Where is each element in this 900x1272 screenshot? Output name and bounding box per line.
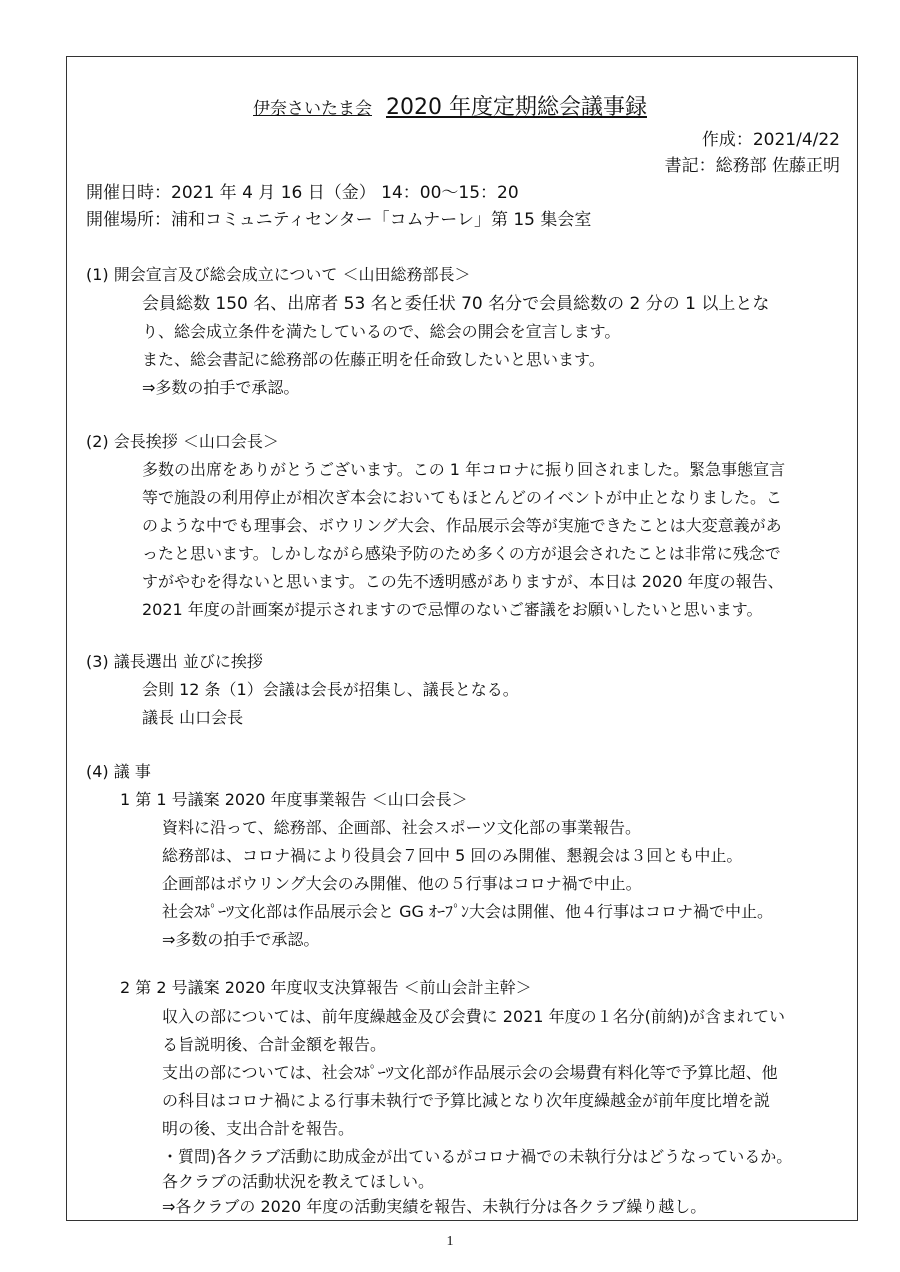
section-3-line: 議長 山口会長 bbox=[142, 708, 244, 727]
title-main: 2020 年度定期総会議事録 bbox=[386, 95, 647, 120]
created-date: 作成：2021/4/22 bbox=[701, 130, 840, 150]
item-1-line: 企画部はボウリング大会のみ開催、他の５行事はコロナ禍で中止。 bbox=[162, 874, 642, 893]
section-2-line: すがやむを得ないと思います。この先不透明感がありますが、本日は 2020 年度の報告、 bbox=[142, 572, 784, 591]
document-title bbox=[0, 90, 900, 121]
item-2-heading: 2 第 2 号議案 2020 年度収支決算報告 ＜前山会計主幹＞ bbox=[120, 978, 532, 997]
page-number: 1 bbox=[446, 1234, 454, 1249]
item-2-line: 収入の部については、前年度繰越金及び会費に 2021 年度の１名分(前納)が含まれてい bbox=[162, 1007, 786, 1026]
item-1-line: 資料に沿って、総務部、企画部、社会スポーツ文化部の事業報告。 bbox=[162, 818, 642, 837]
item-2-line: ・質問)各クラブ活動に助成金が出ているがコロナ禍での未執行分はどうなっているか。 bbox=[162, 1147, 793, 1166]
item-2-line: ⇒各クラブの 2020 年度の活動実績を報告、未執行分は各クラブ繰り越し。 bbox=[162, 1197, 707, 1216]
section-1-line: 会員総数 150 名、出席者 53 名と委任状 70 名分で会員総数の 2 分の 1 以上とな bbox=[142, 294, 770, 314]
section-2-line: 多数の出席をありがとうございます。この 1 年コロナに振り回されました。緊急事態宣言 bbox=[142, 460, 786, 479]
section-1-heading: (1) 開会宣言及び総会成立について ＜山田総務部長＞ bbox=[86, 265, 471, 284]
meeting-place: 開催場所：浦和コミュニティセンター「コムナーレ」第 15 集会室 bbox=[86, 210, 592, 230]
section-4-heading: (4) 議 事 bbox=[86, 762, 151, 781]
section-1-line: り、総会成立条件を満たしているので、総会の開会を宣言します。 bbox=[142, 322, 621, 341]
section-2-line: 等で施設の利用停止が相次ぎ本会においてもほとんどのイベントが中止となりました。こ bbox=[142, 488, 783, 507]
section-2-line: ったと思います。しかしながら感染予防のため多くの方が退会されたことは非常に残念で bbox=[142, 544, 781, 563]
item-2-line: の科目はコロナ禍による行事未執行で予算比減となり次年度繰越金が前年度比増を説 bbox=[162, 1091, 771, 1110]
item-2-line: 各クラブの活動状況を教えてほしい。 bbox=[162, 1172, 435, 1191]
secretary: 書記：総務部 佐藤正明 bbox=[664, 156, 840, 176]
item-2-line: 明の後、支出合計を報告。 bbox=[162, 1119, 355, 1138]
item-1-line: ⇒多数の拍手で承認。 bbox=[162, 930, 320, 949]
section-2-heading: (2) 会長挨拶 ＜山口会長＞ bbox=[86, 432, 279, 451]
section-2-line: 2021 年度の計画案が提示されますので忌憚のないご審議をお願いしたいと思います。 bbox=[142, 600, 763, 619]
title-org: 伊奈さいたま会 bbox=[253, 99, 372, 119]
section-3-heading: (3) 議長選出 並びに挨拶 bbox=[86, 652, 263, 671]
section-1-line: また、総会書記に総務部の佐藤正明を任命致したいと思います。 bbox=[142, 350, 605, 369]
meeting-date: 開催日時：2021 年 4 月 16 日（金） 14：00～15：20 bbox=[86, 183, 519, 203]
item-1-line: 総務部は、コロナ禍により役員会７回中 5 回のみ開催、懇親会は３回とも中止。 bbox=[162, 846, 743, 865]
item-1-line: 社会ｽﾎﾟｰﾂ文化部は作品展示会と GG ｵｰﾌﾟﾝ大会は開催、他４行事はコロナ禍で中止。 bbox=[162, 902, 773, 921]
item-1-heading: 1 第 1 号議案 2020 年度事業報告 ＜山口会長＞ bbox=[120, 790, 468, 809]
section-3-line: 会則 12 条（1）会議は会長が招集し、議長となる。 bbox=[142, 680, 519, 699]
section-1-line: ⇒多数の拍手で承認。 bbox=[142, 378, 300, 397]
item-2-line: る旨説明後、合計金額を報告。 bbox=[162, 1035, 387, 1054]
item-2-line: 支出の部については、社会ｽﾎﾟｰﾂ文化部が作品展示会の会場費有料化等で予算比超、他 bbox=[162, 1063, 778, 1082]
section-2-line: のような中でも理事会、ボウリング大会、作品展示会等が実施できたことは大変意義があ bbox=[142, 516, 782, 535]
